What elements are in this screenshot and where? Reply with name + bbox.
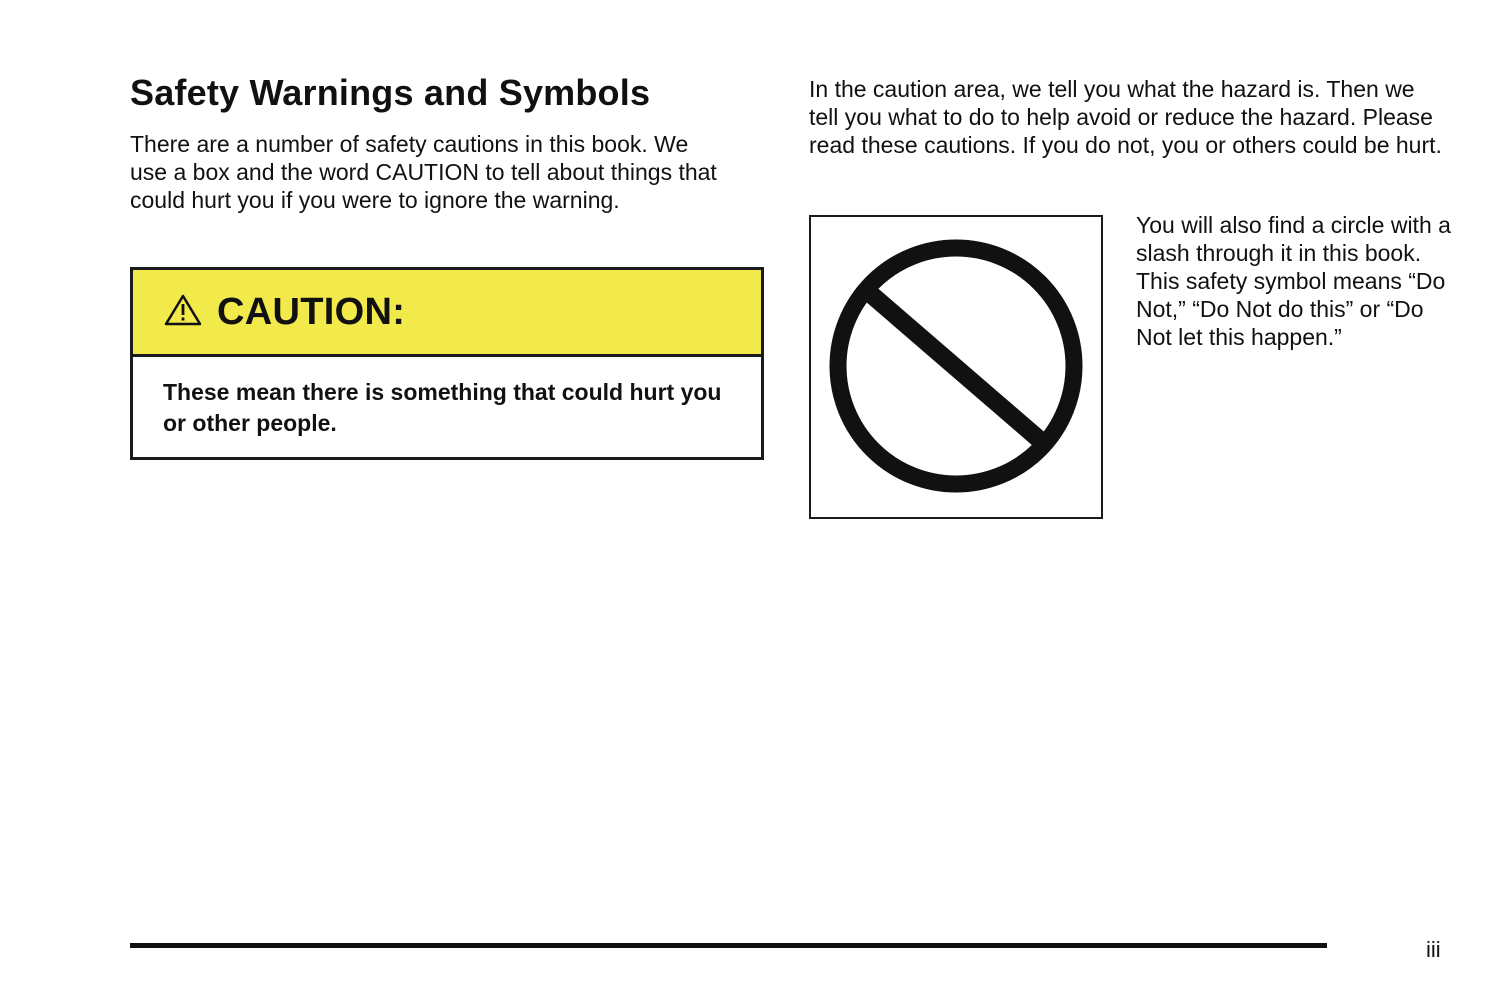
caution-body: These mean there is something that could hurt you or other people. bbox=[163, 379, 722, 436]
symbol-description-block bbox=[1136, 211, 1456, 351]
caution-box bbox=[130, 267, 764, 460]
left-column bbox=[130, 70, 770, 214]
footer-rule bbox=[130, 943, 1327, 948]
symbol-frame bbox=[809, 215, 1103, 519]
caution-explanation-paragraph: In the caution area, we tell you what the hazard is. Then we tell you what to do to help avoid or reduce the hazard. Please read these cautions. If you do not, you or others could be hurt. bbox=[809, 76, 1442, 158]
warning-triangle-icon bbox=[163, 293, 203, 327]
circle-slash-icon bbox=[811, 217, 1101, 517]
section-title: Safety Warnings and Symbols bbox=[130, 72, 651, 113]
page-number: iii bbox=[1426, 937, 1441, 962]
caution-title: CAUTION: bbox=[217, 290, 406, 333]
caution-header bbox=[133, 270, 761, 357]
right-column bbox=[809, 75, 1449, 159]
intro-paragraph: There are a number of safety cautions in this book. We use a box and the word CAUTION to tell about things that could hurt you if you were to ignore the warning. bbox=[130, 131, 717, 213]
symbol-description: You will also find a circle with a slash through it in this book. This safety symbol means “Do Not,” “Do Not do this” or “Do Not let this happen.” bbox=[1136, 212, 1451, 350]
